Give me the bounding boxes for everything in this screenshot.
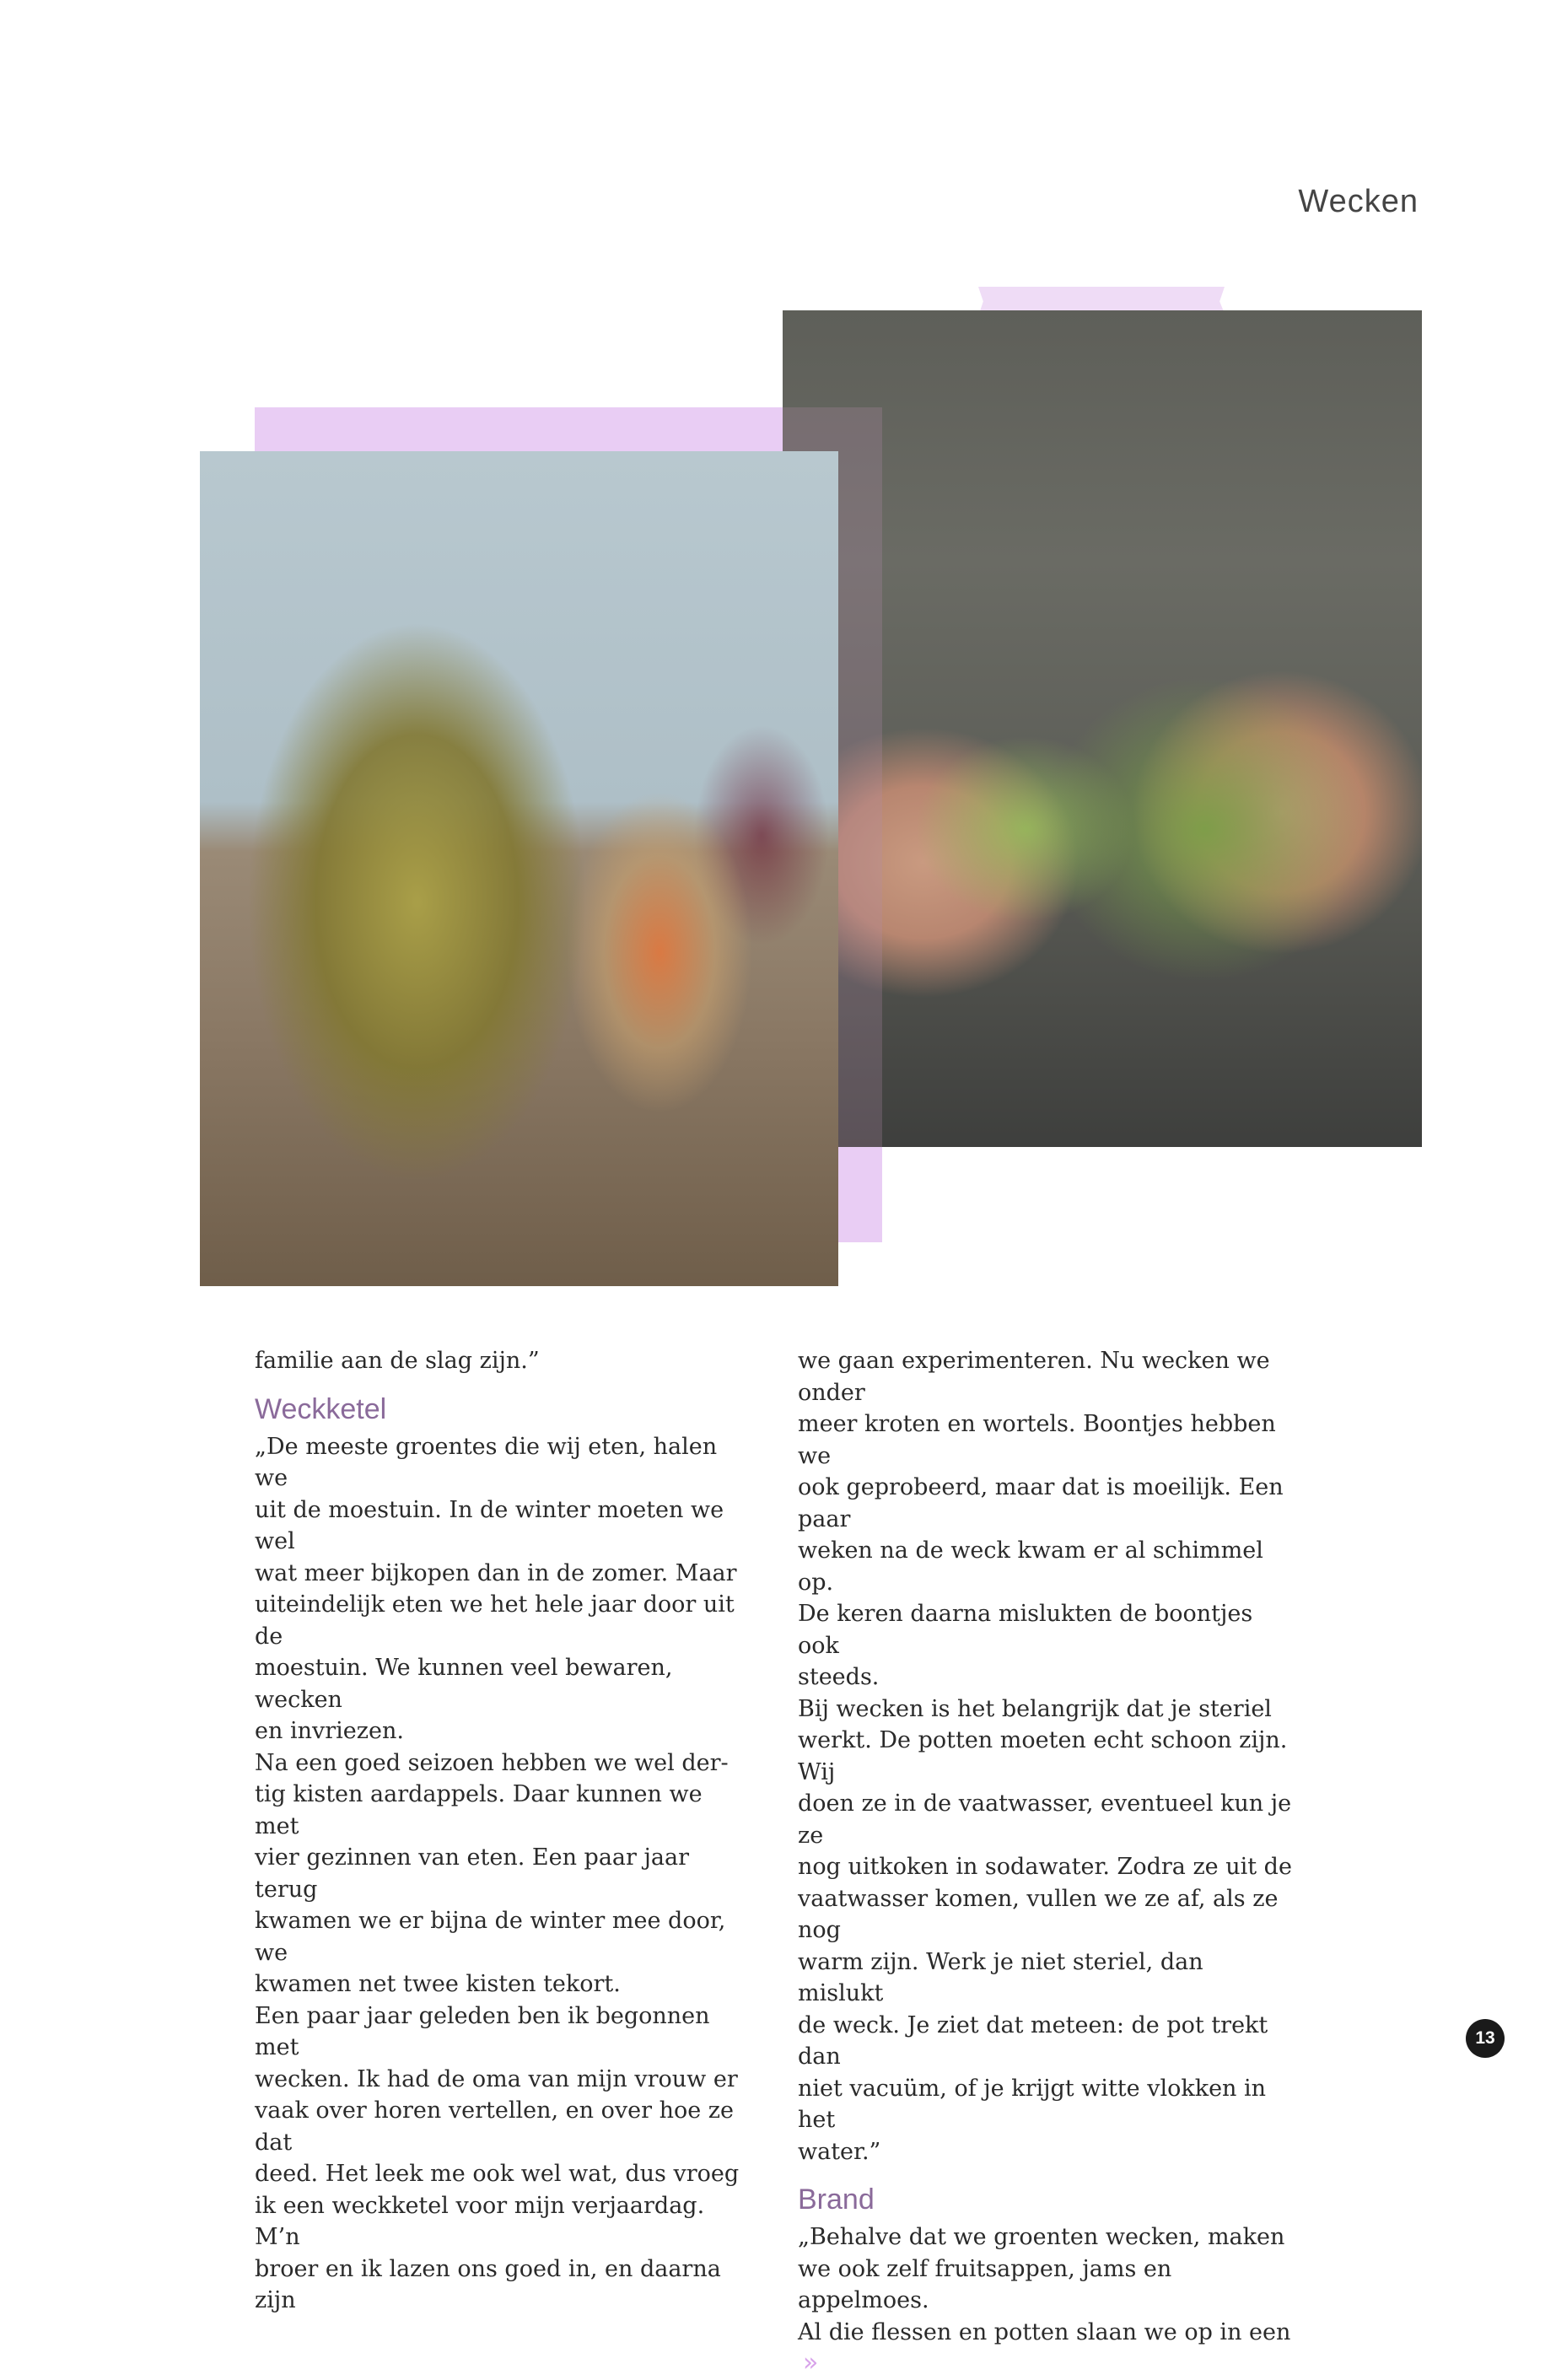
text-column-left xyxy=(255,1345,752,2317)
page-number-badge: 13 xyxy=(1466,2019,1505,2058)
lilac-accent-tab xyxy=(838,1147,882,1242)
paragraph: we gaan experimenteren. Nu wecken we onder meer kroten en wortels. Boontjes hebben we ook geprobeerd, maar dat is moeilijk. Een paar weken na de weck kwam er al schimmel op. De keren daarna mislukten de boontjes ook steeds. xyxy=(798,1348,1284,1690)
jars-photo xyxy=(200,451,838,1286)
paragraph: Na een goed seizoen hebben we wel der- tig kisten aardappels. Daar kunnen we met vier gezinnen van eten. Een paar jaar terug kwamen we er bijna de winter mee door, we kwamen net twee kisten tekort. xyxy=(255,1749,729,1997)
double-chevron-right-icon: » xyxy=(803,2348,812,2377)
subheading-brand: Brand xyxy=(798,2183,875,2216)
section-title: Wecken xyxy=(1298,184,1419,219)
paragraph: „De meeste groentes die wij eten, halen we uit de moestuin. In de winter moeten we wel wat meer bijkopen dan in de zomer. Maar uiteindelijk eten we het hele jaar door uit de moestuin. We kunnen veel bewaren, wecken en invriezen. xyxy=(255,1433,737,1744)
paragraph-text: „Behalve dat we groenten wecken, maken we ook zelf fruitsappen, jams en appelmoes. Al die flessen en potten slaan we op in een xyxy=(798,2224,1291,2345)
intro-line: familie aan de slag zijn.” xyxy=(255,1348,540,1374)
text-column-right xyxy=(798,1345,1295,2380)
paragraph: Bij wecken is het belangrijk dat je steriel werkt. De potten moeten echt schoon zijn. Wij doen ze in de vaatwasser, eventueel kun je ze nog uitkoken in sodawater. Zodra ze uit de vaatwasser komen, vullen we ze af, als ze nog warm zijn. Werk je niet steriel, dan mislukt de weck. Je ziet dat meteen: de pot trekt dan niet vacuüm, of je krijgt witte vlokken in het water.” xyxy=(798,1695,1292,2165)
paragraph: Een paar jaar geleden ben ik begonnen met wecken. Ik had de oma van mijn vrouw er vaak over horen vertellen, en over hoe ze dat deed. Het leek me ook wel wat, dus vroeg ik een weckketel voor mijn verjaardag. M’n broer en ik lazen ons goed in, en daarna zijn xyxy=(255,2002,740,2313)
paragraph-continued xyxy=(798,2221,1295,2380)
subheading-weckketel: Weckketel xyxy=(255,1392,387,1425)
